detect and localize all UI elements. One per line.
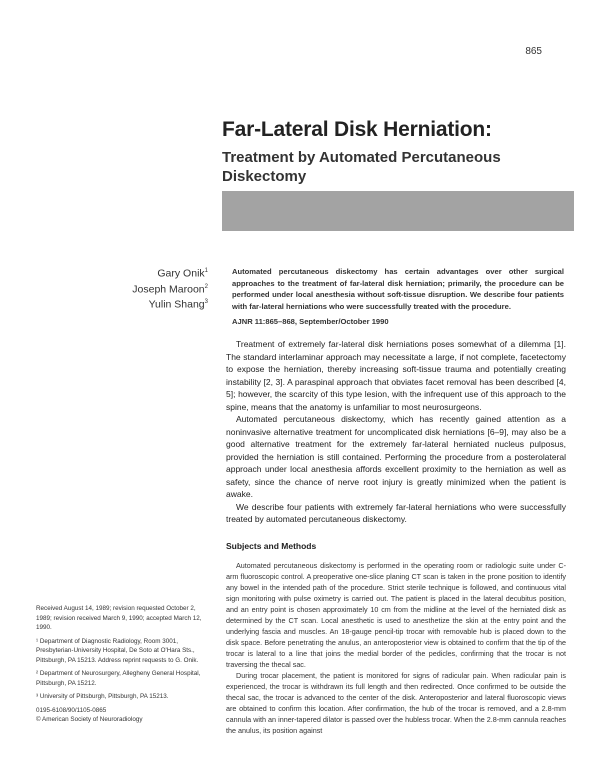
footnote-affiliation-1: ¹ Department of Diagnostic Radiology, Room 3001, Presbyterian-University Hospital, De Soto at O'Hara Sts., Pittsburgh, PA 15213. Address reprint requests to G. Onik. xyxy=(36,637,199,664)
decorative-gray-bar xyxy=(222,191,574,231)
subtitle-line-2: Diskectomy xyxy=(222,168,307,185)
abstract: Automated percutaneous diskectomy has certain advantages over other surgical approaches to the treatment of far-lateral disk herniation; primarily, the procedure can be performed under local anesthesia without soft-tissue disruption. We describe four patients with far-lateral herniations who were successfully treated with the procedure. xyxy=(232,267,564,311)
author-list xyxy=(132,265,208,312)
footnotes xyxy=(36,604,208,729)
footnote-received: Received August 14, 1989; revision requested October 2, 1989; revision received March 9, 1990; accepted March 12, 1990. xyxy=(36,605,202,631)
main-text-column xyxy=(226,338,566,736)
methods-section xyxy=(226,560,566,736)
body-paragraph: Treatment of extremely far-lateral disk herniations poses somewhat of a dilemma [1]. The standard interlaminar approach may necessitate a large, if not complete, facetectomy to expose the herniation, thereby increasing soft-tissue trauma and potentially creating instability [2, 3]. A paraspinal approach that obviates facet removal has been described [4, 5]; however, the scarcity of this type lesion, with the infrequent use of this approach to the spine, means that the anatomy is unfamiliar to most neurosurgeons. xyxy=(226,339,566,412)
author: Gary Onik$^1$ xyxy=(157,267,208,280)
methods-paragraph: During trocar placement, the patient is monitored for signs of radicular pain. When radicular pain is experienced, the trocar is withdrawn its full length and then redirected. Once confirmed to be outside the thecal sac, the trocar is advanced to the center of the disk. Anteroposterior and lateral fluoroscopic views are obtained to confirm this location. After confirmation, the hub of the trocar is removed, and a 2.8-mm cannula with an inner-tapered dilator is passed over the hubless trocar. When the 2.8-mm cannula reaches the anulus, its position against xyxy=(226,671,566,735)
journal-citation: AJNR 11:865–868, September/October 1990 xyxy=(232,317,389,326)
footnote-copyright: 0195-6108/90/1105-0865 © American Society of Neuroradiology xyxy=(36,706,143,723)
methods-paragraph: Automated percutaneous diskectomy is performed in the operating room or radiologic suite under C-arm fluoroscopic control. A preoperative one-slice planing CT scan is taken in the prone position to identify any bowel in the intended path of the procedure. Strict sterile technique is followed, and continuous vital sign monitoring with pulse oximetry is carried out. The patient is placed in the lateral decubitus position, and an entry point is chosen approximately 10 cm from the midline at the level of the herniated disk as determined by the CT scan. Local anesthetic is used to anesthetize the skin at the entry point and the underlying fascia and muscles. An 18-gauge pencil-tip trocar with removable hub is placed down to the disk space. Before penetrating the anulus, an anteroposterior view is obtained to confirm that the tip of the trocar is lateral to a line that joins the medial border of the pedicles, confirming that the trocar is not traversing the thecal sac. xyxy=(226,561,566,669)
subtitle-line-1: Treatment by Automated Percutaneous xyxy=(222,149,501,166)
section-heading: Subjects and Methods xyxy=(226,540,317,551)
footnote-affiliation-2: ² Department of Neurosurgery, Allegheny General Hospital, Pittsburgh, PA 15212. xyxy=(36,670,201,687)
article-title: Far-Lateral Disk Herniation: xyxy=(222,118,492,141)
body-paragraph: Automated percutaneous diskectomy, which has recently gained attention as a noninvasive alternative treatment for uncomplicated disk herniations [6–9], may also be a good alternative treatment for the extremely far-lateral herniated nucleus pulposus, provided the herniation is still contained. Performing the procedure from a posterolateral approach under local anesthesia affords excellent proximity to the herniation as well as safety, since the chance of nerve root injury is greatly minimized when the patient is awake. xyxy=(226,414,566,499)
body-paragraph: We describe four patients with extremely far-lateral herniations who were successfully treated by automated percutaneous diskectomy. xyxy=(226,501,566,524)
footnote-affiliation-3: ³ University of Pittsburgh, Pittsburgh, PA 15213. xyxy=(36,693,169,700)
title-block xyxy=(222,118,562,186)
author: Yulin Shang$^3$ xyxy=(148,298,208,311)
page-number: 865 xyxy=(525,46,542,57)
article-subtitle xyxy=(222,148,562,186)
author: Joseph Maroon$^2$ xyxy=(132,283,208,295)
